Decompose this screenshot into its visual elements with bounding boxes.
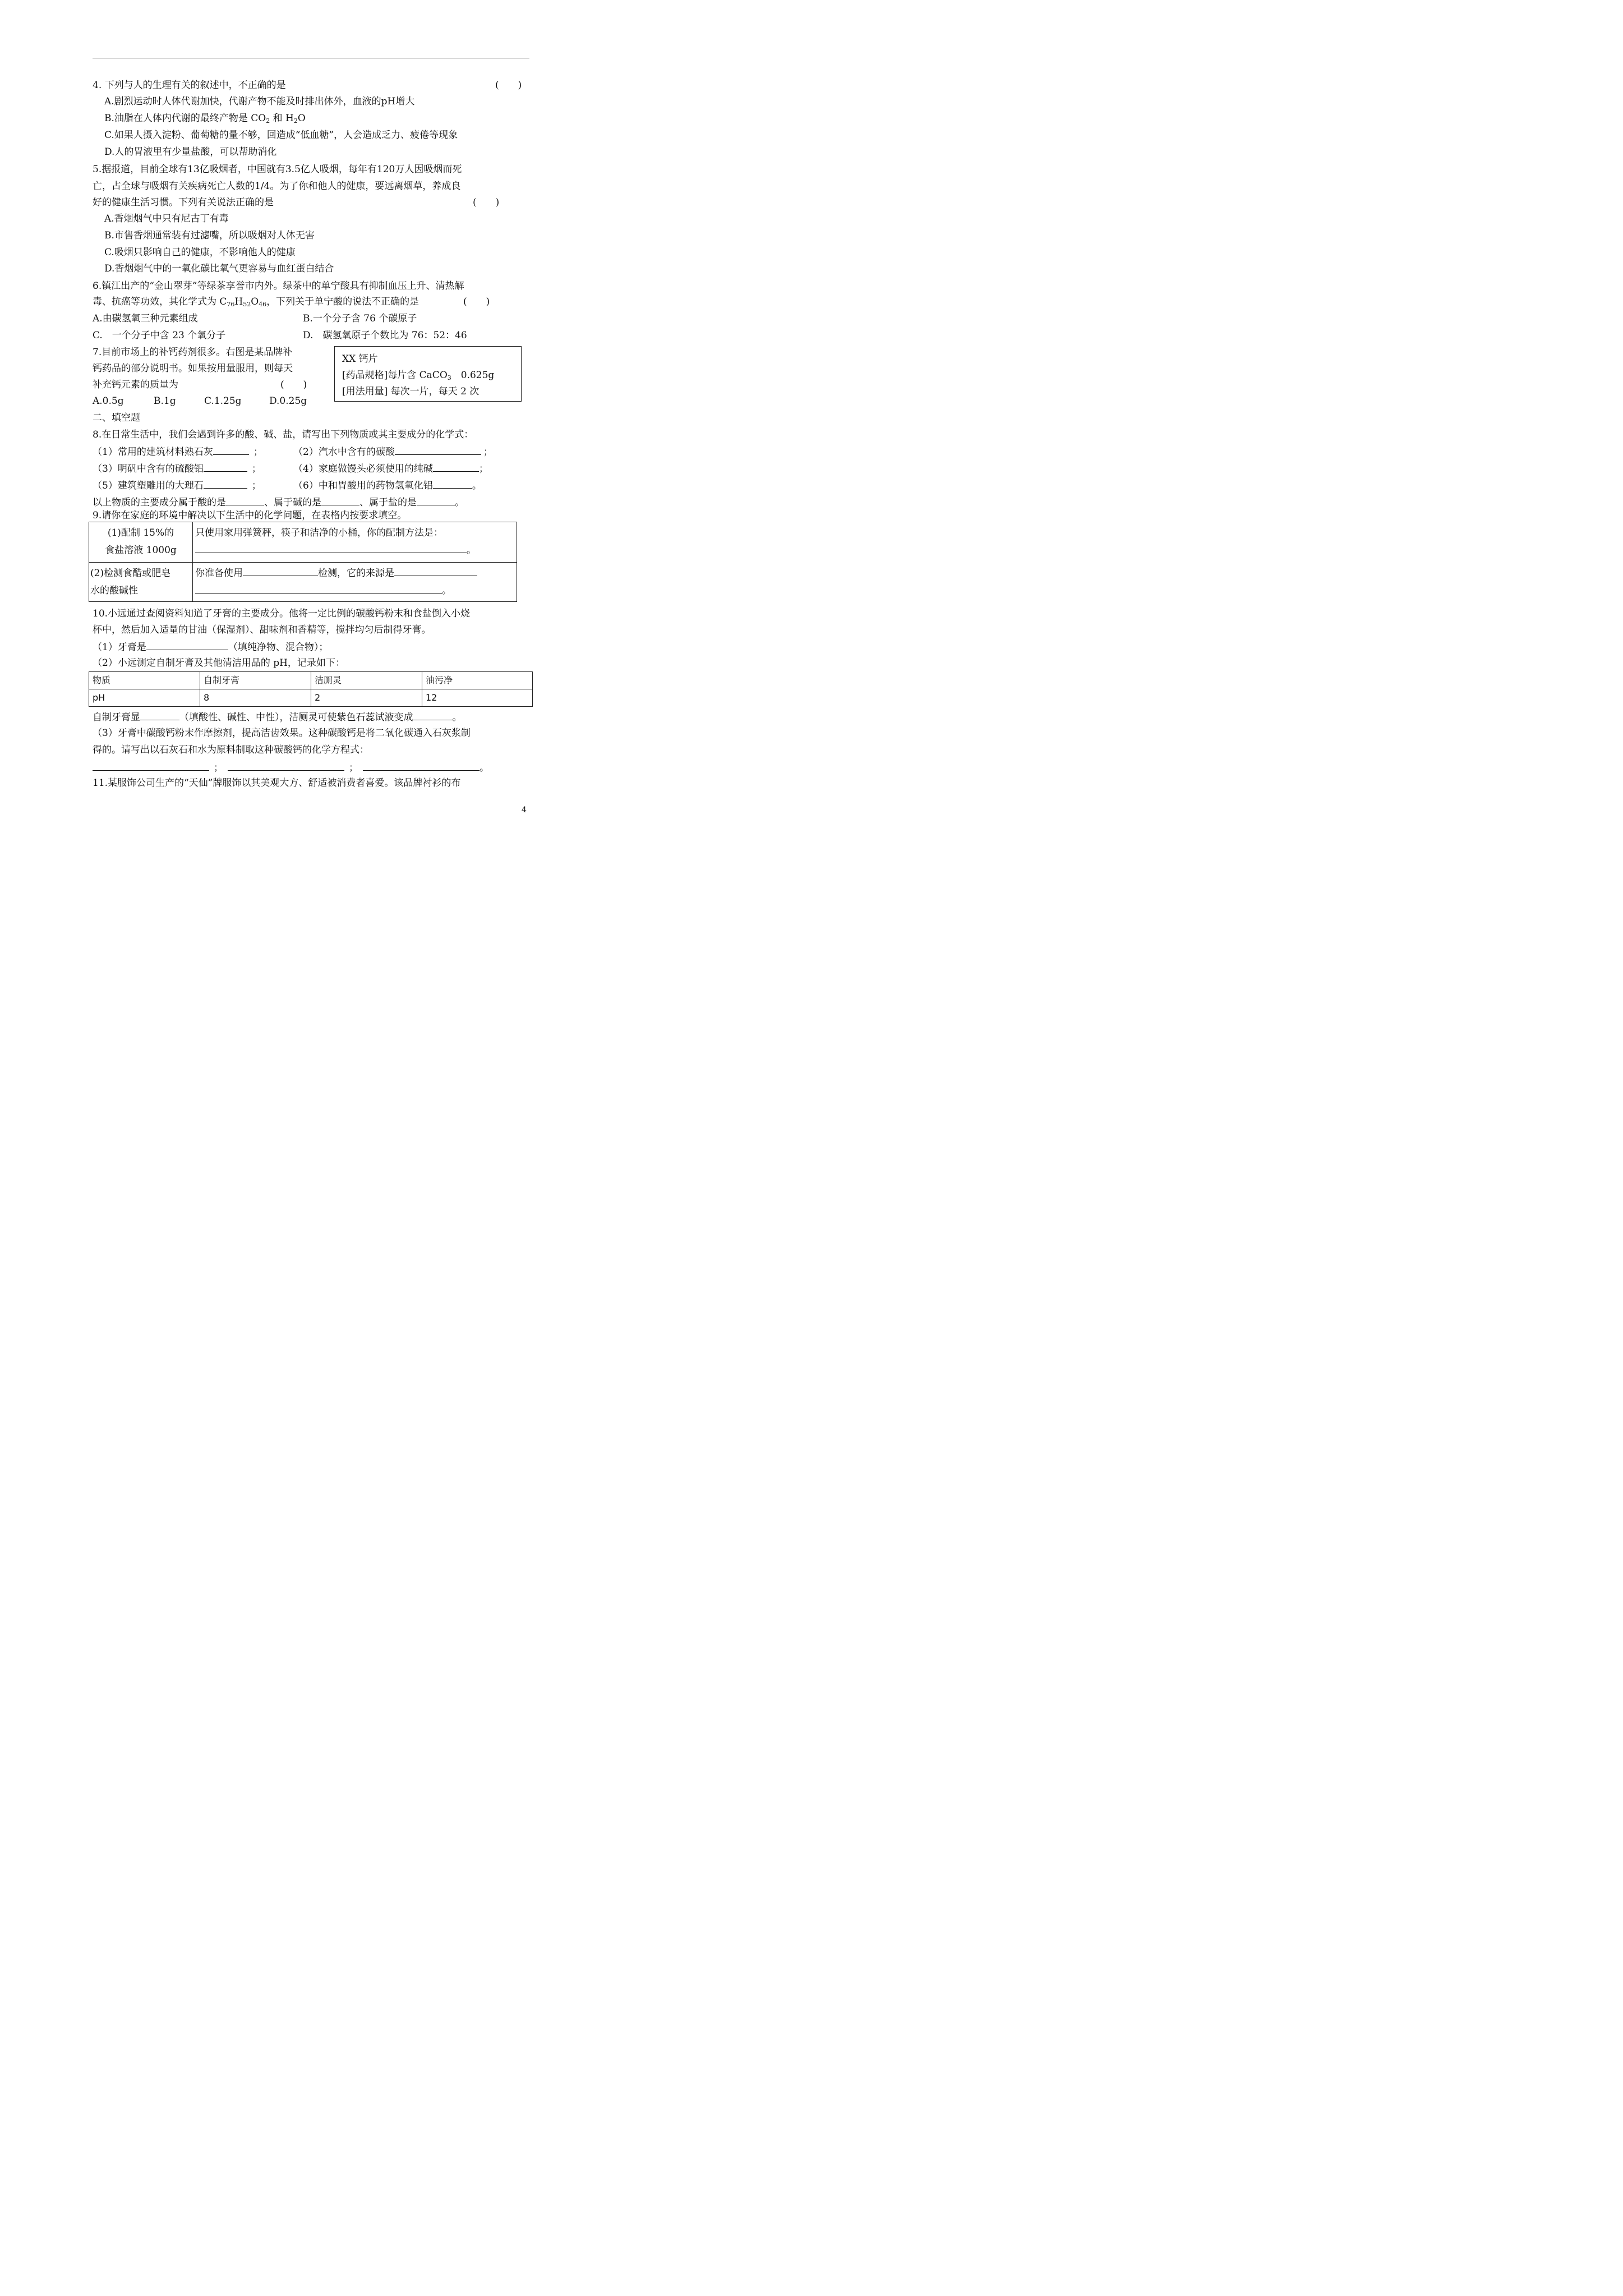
ph-table-header-cell: 洁厕灵: [311, 672, 422, 689]
answer-blank[interactable]: [363, 760, 479, 771]
q6-option-b: B.一个分子含 76 个碳原子: [303, 313, 417, 324]
calcium-label-spec: [药品规格]每片含 CaCO$_3$ 0.625g: [342, 370, 495, 381]
q5-line2: 亡，占全球与吸烟有关疾病死亡人数的1/4。为了你和他人的健康，要远离烟草，养成良: [93, 181, 461, 192]
q9-row2-answer: 你准备使用 检测，它的来源是 。: [193, 563, 517, 602]
ph-table-header-cell: 自制牙膏: [200, 672, 311, 689]
q4-option-c: C.如果人摄入淀粉、葡萄糖的量不够，回造成“低血糖”，人会造成乏力、疲倦等现象: [104, 130, 458, 141]
q4-stem: 4. 下列与人的生理有关的叙述中，不正确的是: [93, 80, 286, 91]
answer-blank[interactable]: [146, 639, 228, 650]
page-number: 4: [522, 806, 527, 815]
answer-blank[interactable]: [226, 495, 264, 505]
ph-table-header-cell: 物质: [89, 672, 200, 689]
q10-part1: （1）牙膏是 （填纯净物、混合物）；: [93, 639, 328, 654]
q7-option-c: C.1.25g: [204, 395, 242, 407]
answer-blank[interactable]: [228, 760, 344, 771]
q4-answer-paren: ( ): [495, 80, 522, 91]
q10-line2: 杯中，然后加入适量的甘油（保湿剂）、甜味剂和香精等，搅拌均匀后制得牙膏。: [93, 624, 431, 636]
q9-row1-answer: 只使用家用弹簧秤，筷子和洁净的小桶，你的配制方法是： 。: [193, 522, 517, 563]
answer-blank[interactable]: [140, 710, 179, 720]
q8-item-2: （2）汽水中含有的碳酸 ；: [293, 444, 493, 459]
ph-table-header-cell: 油污净: [422, 672, 533, 689]
q11-line1: 11.某服饰公司生产的“天仙”牌服饰以其美观大方、舒适被消费者喜爱。该品牌衬衫的布: [93, 777, 461, 789]
answer-blank[interactable]: [204, 461, 247, 472]
q6-line1: 6.镇江出产的“金山翠芽”等绿茶享誉市内外。绿茶中的单宁酸具有抑制血压上升、清热解: [93, 280, 464, 292]
answer-blank[interactable]: [195, 542, 467, 553]
ph-table-cell: 8: [200, 689, 311, 707]
ph-table-cell: pH: [89, 689, 200, 707]
q10-part2: （2）小远测定自制牙膏及其他清洁用品的 pH，记录如下：: [93, 657, 345, 669]
q7-option-d: D.0.25g: [269, 395, 307, 407]
q7-line2: 钙药品的部分说明书。如果按用量服用，则每天: [93, 363, 293, 374]
q4-option-b: B.油脂在人体内代谢的最终产物是 $CO_2$ 和 $H_2O$: [104, 113, 306, 125]
answer-blank[interactable]: [321, 495, 359, 505]
q10-part3-line1: （3）牙膏中碳酸钙粉末作摩擦剂，提高洁齿效果。这种碳酸钙是将二氧化碳通入石灰浆制: [93, 728, 471, 739]
answer-blank[interactable]: [413, 710, 453, 720]
q5-option-d: D.香烟烟气中的一氧化碳比氧气更容易与血红蛋白结合: [104, 263, 334, 274]
q5-answer-paren: ( ): [473, 197, 500, 208]
q10-after-table: 自制牙膏显 （填酸性、碱性、中性），洁厕灵可使紫色石蕊试液变成 。: [93, 710, 462, 724]
ph-table-header: [89, 672, 533, 689]
calcium-label-title: XX 钙片: [342, 353, 378, 365]
q5-option-a: A.香烟烟气中只有尼古丁有毒: [104, 213, 229, 224]
q7-answer-paren: ( ): [280, 379, 307, 390]
q7-line3: 补充钙元素的质量为: [93, 379, 178, 390]
calcium-label-usage: [用法用量] 每次一片，每天 2 次: [342, 386, 479, 397]
q5-option-c: C.吸烟只影响自己的健康，不影响他人的健康: [104, 247, 296, 258]
ph-table: [89, 671, 533, 707]
q5-option-b: B.市售香烟通常装有过滤嘴，所以吸烟对人体无害: [104, 230, 315, 241]
q8-item-1: （1）常用的建筑材料熟石灰 ；: [93, 444, 263, 459]
q4-option-d: D.人的胃液里有少量盐酸，可以帮助消化: [104, 146, 277, 158]
section-2-heading: 二、填空题: [93, 412, 140, 424]
answer-blank[interactable]: [204, 478, 247, 489]
answer-blank[interactable]: [417, 495, 455, 505]
q6-answer-paren: ( ): [463, 296, 490, 307]
q9-table: [89, 522, 517, 602]
q9-row1-task: (1)配制 15%的 食盐溶液 1000g: [89, 522, 193, 563]
q8-summary: 以上物质的主要成分属于酸的是 、属于碱的是 、属于盐的是 。: [93, 495, 464, 509]
q8-item-3: （3）明矾中含有的硫酸铝 ；: [93, 461, 261, 476]
q6-option-d: D. 碳氢氧原子个数比为 76：52：46: [303, 330, 467, 341]
q10-part3-line2: 得的。请写出以石灰石和水为原料制取这种碳酸钙的化学方程式：: [93, 744, 369, 756]
answer-blank[interactable]: [395, 444, 481, 455]
q6-option-c: C. 一个分子中含 23 个氧分子: [93, 330, 226, 341]
answer-blank[interactable]: [433, 478, 472, 489]
q10-line1: 10.小远通过查阅资料知道了牙膏的主要成分。他将一定比例的碳酸钙粉末和食盐倒入小烧: [93, 608, 471, 619]
q9-row2-task: (2)检测食醋或肥皂 水的酸碱性: [89, 563, 193, 602]
q8-item-6: （6）中和胃酸用的药物氢氧化铝 。: [293, 478, 482, 493]
answer-blank[interactable]: [195, 583, 442, 593]
q7-option-a: A.0.5g: [93, 395, 124, 407]
q10-equations: ； ； 。: [93, 760, 489, 775]
answer-blank[interactable]: [394, 565, 477, 576]
q4-option-a: A.剧烈运动时人体代谢加快，代谢产物不能及时排出体外，血液的pH增大: [104, 96, 415, 107]
answer-blank[interactable]: [433, 461, 479, 472]
q7-line1: 7.目前市场上的补钙药剂很多。右图是某品牌补: [93, 347, 293, 358]
answer-blank[interactable]: [213, 444, 249, 455]
q5-line1: 5.据报道，目前全球有13亿吸烟者，中国就有3.5亿人吸烟，每年有120万人因吸烟而死: [93, 164, 462, 175]
answer-blank[interactable]: [93, 760, 209, 771]
q6-option-a: A.由碳氢氧三种元素组成: [93, 313, 198, 324]
answer-blank[interactable]: [243, 565, 318, 576]
ph-table-row: [89, 689, 533, 707]
q6-line2: 毒、抗癌等功效，其化学式为 $C_{76}H_{52}O_{46}$，下列关于单宁酸的说法不正确的是: [93, 296, 419, 308]
ph-table-cell: 2: [311, 689, 422, 707]
ph-table-cell: 12: [422, 689, 533, 707]
q8-stem: 8.在日常生活中，我们会遇到许多的酸、碱、盐，请写出下列物质或其主要成分的化学式：: [93, 429, 474, 440]
q9-stem: 9.请你在家庭的环境中解决以下生活中的化学问题，在表格内按要求填空。: [93, 510, 407, 521]
q5-line3: 好的健康生活习惯。下列有关说法正确的是: [93, 197, 274, 208]
q7-option-b: B.1g: [154, 395, 176, 407]
calcium-label-box: [334, 346, 522, 402]
q8-item-4: （4）家庭做馒头必须使用的纯碱 ；: [293, 461, 488, 476]
q8-item-5: （5）建筑塑雕用的大理石 ；: [93, 478, 261, 493]
